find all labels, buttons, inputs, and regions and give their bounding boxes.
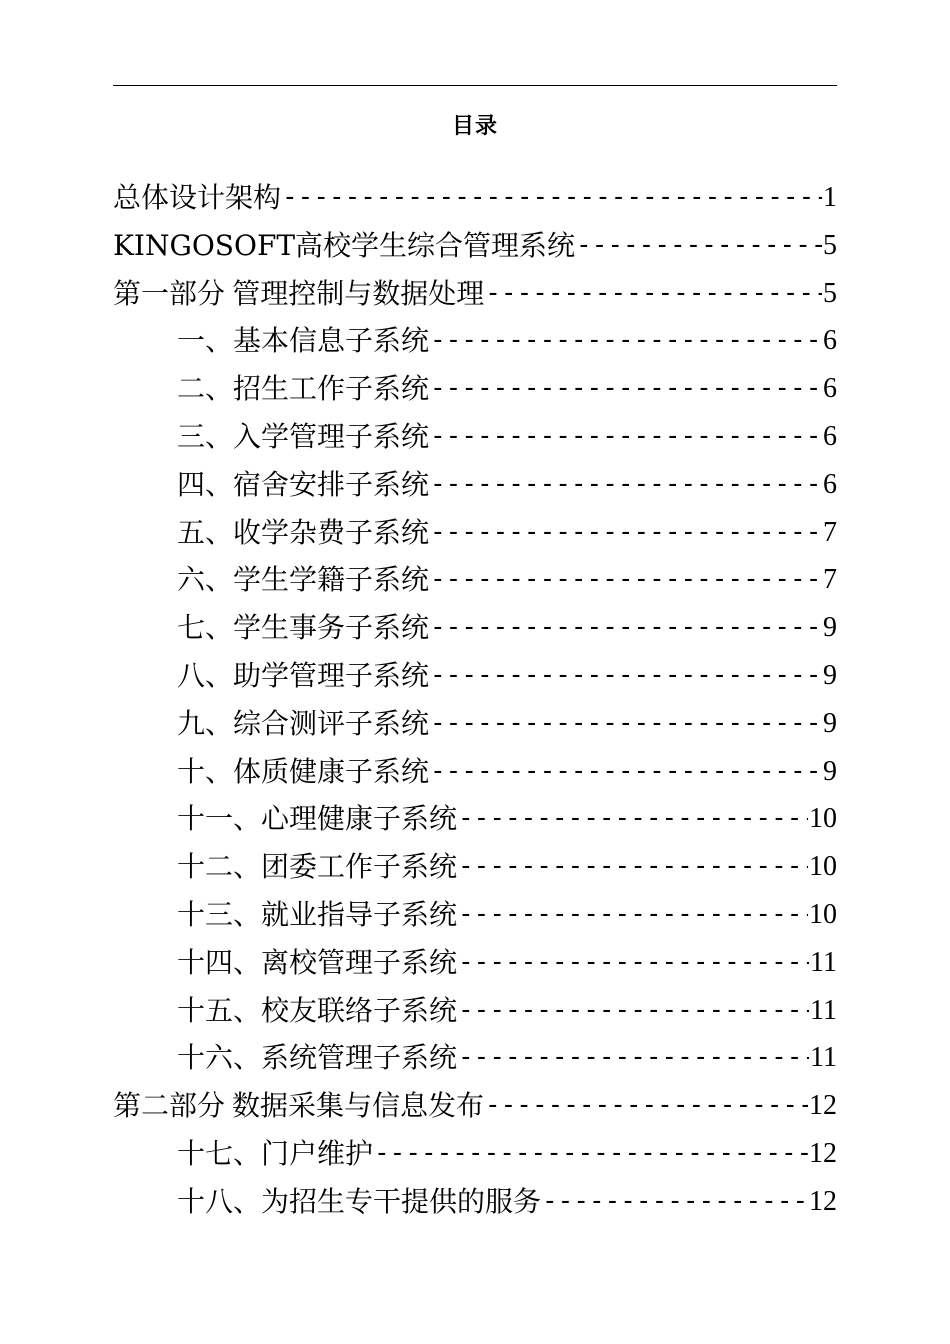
toc-page-number: 9 [823,755,837,787]
dot-leader [458,795,808,843]
toc-page-number: 12 [809,1137,837,1169]
toc-entry-text: 总体设计架构 [113,181,282,214]
toc-entry[interactable] [113,939,837,987]
dot-leader [458,843,808,891]
toc-entry-text: 一、基本信息子系统 [177,324,430,358]
toc-page-number: 9 [823,612,837,644]
toc-entry[interactable] [113,556,837,604]
toc-entry-label: 第一部分 [113,276,226,310]
dot-leader [430,604,822,652]
dot-leader [430,652,822,700]
toc-entry-text: 十一、心理健康子系统 [177,802,458,836]
dot-leader [430,509,822,557]
toc-entry-text: 十二、团委工作子系统 [177,850,458,884]
dot-leader [430,317,822,365]
toc-page-number: 9 [823,707,837,739]
toc-entry[interactable] [113,1130,837,1178]
toc-entry-text: 九、综合测评子系统 [177,706,430,740]
toc-entry-text: 十三、就业指导子系统 [177,897,458,931]
toc-page-number: 7 [823,564,837,596]
dot-leader [430,748,822,796]
toc-entry[interactable] [113,604,837,652]
toc-entry-text: 十、体质健康子系统 [177,754,430,788]
toc-page-number: 1 [823,182,837,213]
toc-entry[interactable] [113,891,837,939]
toc-entry-text: 十六、系统管理子系统 [177,1041,458,1075]
toc-entry-text: 十七、门户维护 [177,1136,374,1170]
toc-page-number: 11 [810,946,837,978]
toc-page-number: 10 [809,898,837,930]
toc-entry[interactable] [113,748,837,796]
toc-page-number: 6 [823,373,837,405]
toc-entry[interactable] [113,317,837,365]
toc-entry[interactable] [113,1082,837,1130]
toc-entry[interactable] [113,222,837,270]
toc-page-number: 6 [823,325,837,357]
dot-leader [430,556,822,604]
toc-entry[interactable] [113,700,837,748]
toc-page-number: 10 [809,851,837,883]
toc-title: 目录 [451,113,498,139]
dot-leader [430,700,822,748]
toc-entry-text: 二、招生工作子系统 [177,372,430,406]
toc-page-number: 12 [809,1090,837,1122]
toc-entry-text: 六、学生学籍子系统 [177,563,430,597]
toc-entry[interactable] [113,509,837,557]
dot-leader [458,1034,809,1082]
toc-entry-text: 十八、为招生专干提供的服务 [177,1184,542,1218]
header-rule [113,85,837,86]
toc-entry[interactable] [113,987,837,1035]
toc-page-number: 11 [810,994,837,1026]
dot-leader [542,1178,808,1226]
toc-entry-text: 七、学生事务子系统 [177,611,430,645]
dot-leader [458,987,809,1035]
toc-page-number: 5 [823,277,837,309]
toc-entry[interactable] [113,1034,837,1082]
dot-leader [485,1082,808,1130]
toc-entry-text: 十五、校友联络子系统 [177,993,458,1027]
toc-entry-text: KINGOSOFT高校学生综合管理系统 [113,228,576,262]
dot-leader [430,413,822,461]
dot-leader [430,365,822,413]
toc-page-number: 10 [809,803,837,835]
toc-entry[interactable] [113,413,837,461]
toc-entry-text: 管理控制与数据处理 [232,276,485,310]
toc-page-number: 7 [823,516,837,548]
toc-entry[interactable] [113,365,837,413]
dot-leader [576,222,822,270]
toc-entry-text: 数据采集与信息发布 [231,1089,484,1123]
toc-page-number: 5 [823,229,837,261]
toc-page-number: 11 [810,1042,837,1074]
toc-entry-text: 十四、离校管理子系统 [177,945,458,979]
dot-leader [430,461,822,509]
toc-entry-text: 四、宿舍安排子系统 [177,467,430,501]
toc-entry[interactable] [113,795,837,843]
toc-page-number: 6 [823,420,837,452]
toc-entry-label: 第二部分 [113,1089,226,1123]
toc-page-number: 6 [823,468,837,500]
dot-leader [374,1130,808,1178]
toc-entry[interactable] [113,652,837,700]
toc-entry[interactable] [113,461,837,509]
dot-leader [458,891,808,939]
toc-entry[interactable] [113,174,837,222]
toc-page-number: 9 [823,659,837,691]
dot-leader [458,939,809,987]
dot-leader [485,270,822,318]
toc-entry-text: 八、助学管理子系统 [177,658,430,692]
dot-leader [282,174,822,222]
toc-entry[interactable] [113,843,837,891]
table-of-contents [113,174,837,1226]
toc-page-number: 12 [809,1185,837,1217]
toc-entry-text: 三、入学管理子系统 [177,419,430,453]
toc-entry[interactable] [113,270,837,318]
toc-entry-text: 五、收学杂费子系统 [177,515,430,549]
toc-entry[interactable] [113,1178,837,1226]
